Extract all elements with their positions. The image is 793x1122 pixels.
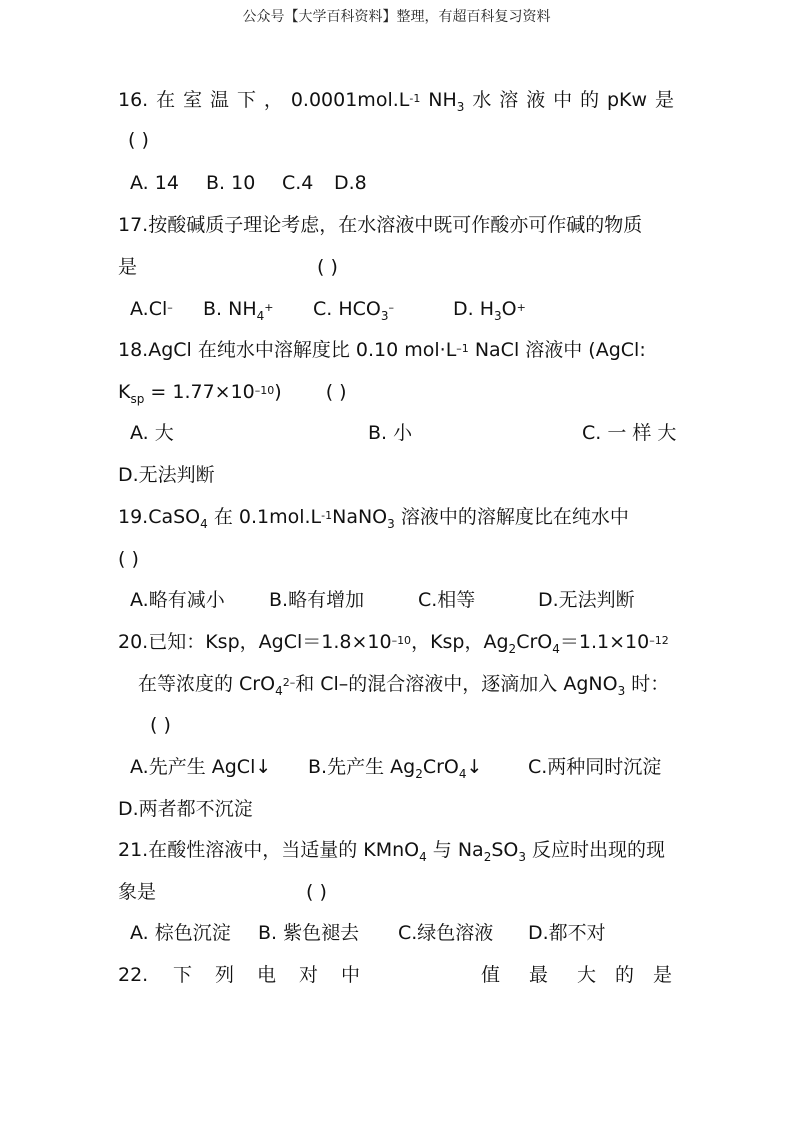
q21-option-c: C.绿色溶液	[398, 922, 494, 944]
q20-option-a: A.先产生 AgCl↓	[130, 756, 272, 778]
q19-option-d: D.无法判断	[538, 589, 635, 611]
q16-concentration: $0.0001mol.L^{-1}$	[290, 89, 421, 111]
q18-stem: 18.AgCl 在纯水中溶解度比 0.10 $mol\cdot L^{-1}$ NaCl 溶液中 (AgCl:	[118, 339, 646, 361]
q21-option-a: A. 棕色沉淀	[130, 922, 231, 944]
q19-option-b: B.略有增加	[269, 589, 365, 611]
q18-option-c: C. 一 样 大	[582, 422, 677, 444]
page-header: 公众号【大学百科资料】整理，有超百科复习资料	[242, 9, 551, 25]
q19-options	[130, 588, 635, 612]
q20-options	[130, 755, 661, 779]
q16-answer-blank: ( )	[128, 129, 149, 151]
q20-stem-line2: 在等浓度的 CrO$_4^{2-}$和 Cl–的混合溶液中，逐滴加入 AgNO$_3$ 时：	[138, 673, 670, 698]
q16-option-d: D.8	[334, 172, 367, 194]
q21-stem-line2: 象是 ( )	[118, 881, 327, 903]
q21-stem: 21.在酸性溶液中，当适量的 KMnO$_4$ 与 $Na_2SO_3$ 反应时出现的现	[118, 839, 666, 864]
q17-stem: 17.按酸碱质子理论考虑，在水溶液中既可作酸亦可作碱的物质	[118, 214, 643, 236]
q20-option-c: C.两种同时沉淀	[528, 756, 662, 778]
q20-stem: 20.已知：Ksp，$AgCl=1.8\times 10^{-10}$，Ksp，$Ag_2CrO_4=1.1\times 10^{-12}$	[118, 631, 669, 656]
q19-option-c: C.相等	[418, 589, 476, 611]
q18-answer-blank: ( )	[325, 381, 347, 403]
q16-nh3: $NH_3$	[428, 89, 465, 114]
q19-option-a: A.略有减小	[130, 589, 225, 611]
q18-option-d: D.无法判断	[118, 464, 215, 486]
q17-stem-line2: 是 ( )	[118, 256, 338, 278]
q21-option-d: D.都不对	[528, 922, 606, 944]
q21-option-b: B. 紫色褪去	[258, 922, 360, 944]
q17-option-d: D. $H_3O^+$	[453, 298, 526, 323]
q16-stem: 16. 在 室 温 下 ， $0.0001mol.L^{-1}$ $NH_3$ 水 溶 液 中 的 pKw 是	[118, 89, 674, 114]
q17-options	[130, 297, 526, 321]
q18-options	[130, 421, 676, 445]
q16-option-b: B. 10	[206, 172, 256, 194]
q19-stem: 19.CaSO$_4$ 在 $0.1mol.L^{-1}NaNO_3$ 溶液中的溶解度比在纯水中	[118, 506, 629, 531]
q17-option-c: C. $HCO_3^-$	[313, 298, 394, 323]
q20-answer-blank: ( )	[150, 714, 171, 736]
q20-option-d: D.两者都不沉淀	[118, 798, 253, 820]
q18-option-b: B. 小	[368, 422, 413, 444]
q17-option-b: B. $NH_4^+$	[203, 298, 274, 323]
q18-option-a: A. 大	[130, 422, 174, 444]
q19-answer-blank: ( )	[118, 548, 139, 570]
q17-answer-blank: ( )	[317, 256, 338, 278]
q16-options	[130, 171, 367, 195]
q22-number: 22.	[118, 964, 149, 986]
q17-option-a: A.Cl–	[130, 298, 173, 320]
q20-option-b: B.先产生 $Ag_2CrO_4↓$	[308, 756, 483, 781]
q21-answer-blank: ( )	[306, 881, 327, 903]
q16-number: 16.	[118, 89, 149, 111]
q21-options	[130, 921, 606, 945]
q18-ksp: $K_{sp} = 1.77\times 10^{-10}$) ( )	[118, 381, 347, 406]
q16-option-c: C.4	[282, 172, 314, 194]
q16-option-a: A. 14	[130, 172, 179, 194]
